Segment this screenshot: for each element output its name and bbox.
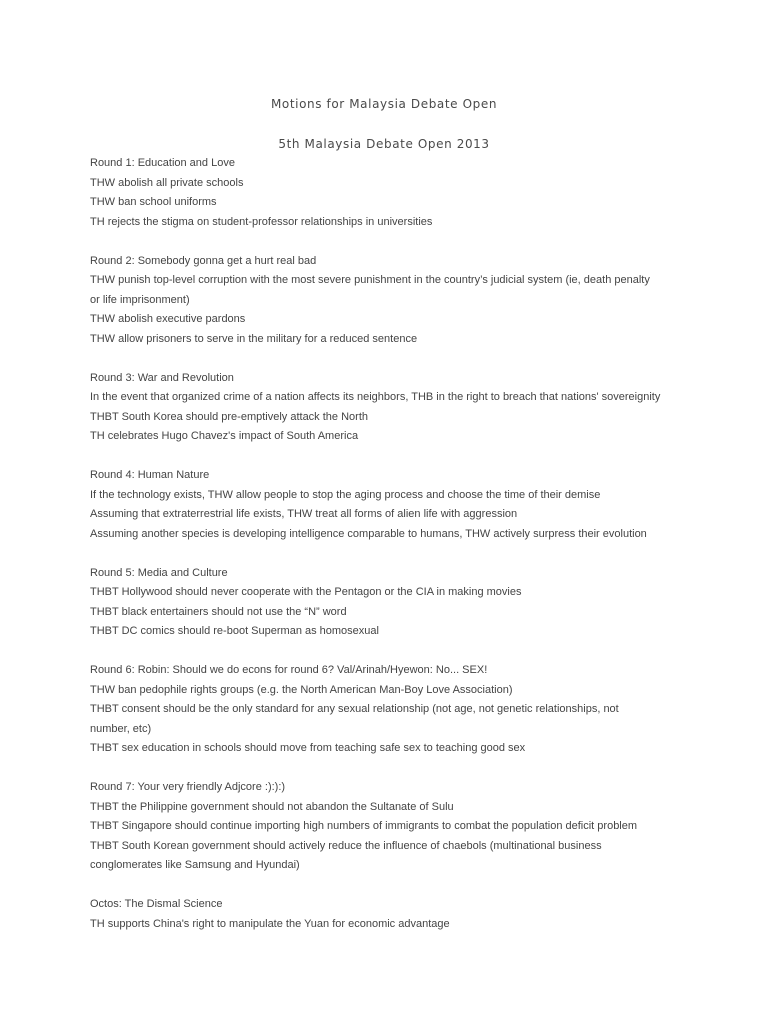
round-heading: Octos: The Dismal Science [90,898,223,910]
spacer [90,642,690,662]
document-title: Motions for Malaysia Debate Open [270,97,498,111]
motion-line: THW ban pedophile rights groups (e.g. the North American Man-Boy Love Association) [90,683,513,696]
round-heading: Round 5: Media and Culture [90,566,228,579]
motion-line: THW allow prisoners to serve in the military for a reduced sentence [90,332,418,345]
round-block [90,778,690,876]
motion-line: THW punish top-level corruption with the most severe punishment in the country’s judicial system (ie, death penalty [90,274,650,286]
motion-line: Assuming another species is developing intelligence comparable to humans, THW actively surpress their evolution [90,527,647,540]
round-heading: Round 2: Somebody gonna get a hurt real bad [90,254,317,267]
round-block [90,895,690,934]
motion-line: TH supports China's right to manipulate the Yuan for economic advantage [90,917,450,930]
round-block [90,564,690,642]
motion-line: If the technology exists, THW allow people to stop the aging process and choose the time of their demise [90,488,601,501]
motions-list [90,154,690,934]
motion-line: THBT black entertainers should not use the “N” word [90,605,347,618]
motion-line: THW abolish executive pardons [90,313,246,325]
motion-line: number, etc) [90,722,152,735]
spacer [90,447,690,467]
round-block [90,661,690,759]
motion-line: THBT Singapore should continue importing high numbers of immigrants to combat the population deficit problem [90,820,638,832]
round-block [90,252,690,350]
motion-line: THBT the Philippine government should not abandon the Sultanate of Sulu [90,800,454,813]
motion-line: THBT Hollywood should never cooperate with the Pentagon or the CIA in making movies [90,586,522,598]
motion-line: TH rejects the stigma on student-professor relationships in universities [90,215,433,228]
round-block [90,154,690,232]
motion-line: THBT consent should be the only standard for any sexual relationship (not age, not genetic relationships, not [90,703,619,715]
document-subtitle: 5th Malaysia Debate Open 2013 [278,137,490,151]
spacer [90,759,690,779]
round-heading: Round 6: Robin: Should we do econs for round 6? Val/Arinah/Hyewon: No... SEX! [90,664,488,676]
spacer [90,232,690,252]
round-heading: Round 4: Human Nature [90,469,210,481]
spacer [90,876,690,896]
motion-line: THW abolish all private schools [90,176,244,189]
round-heading: Round 1: Education and Love [90,157,235,169]
motion-line: THBT DC comics should re-boot Superman as homosexual [90,625,379,637]
motion-line: Assuming that extraterrestrial life exists, THW treat all forms of alien life with aggression [90,508,518,520]
spacer [90,349,690,369]
motion-line: THBT sex education in schools should move from teaching safe sex to teaching good sex [90,742,526,754]
round-heading: Round 7: Your very friendly Adjcore :):):) [90,781,286,793]
motion-line: THBT South Korean government should actively reduce the influence of chaebols (multinational business [90,839,602,852]
motion-line: TH celebrates Hugo Chavez's impact of South America [90,430,359,442]
round-heading: Round 3: War and Revolution [90,371,234,384]
motion-line: THBT South Korea should pre-emptively attack the North [90,410,368,423]
round-block [90,369,690,447]
motion-line: or life imprisonment) [90,293,190,306]
spacer [90,544,690,564]
round-block [90,466,690,544]
motion-line: conglomerates like Samsung and Hyundai) [90,859,300,871]
motion-line: THW ban school uniforms [90,196,217,208]
motion-line: In the event that organized crime of a nation affects its neighbors, THB in the right to breach that nations' sovereignity [90,391,661,403]
